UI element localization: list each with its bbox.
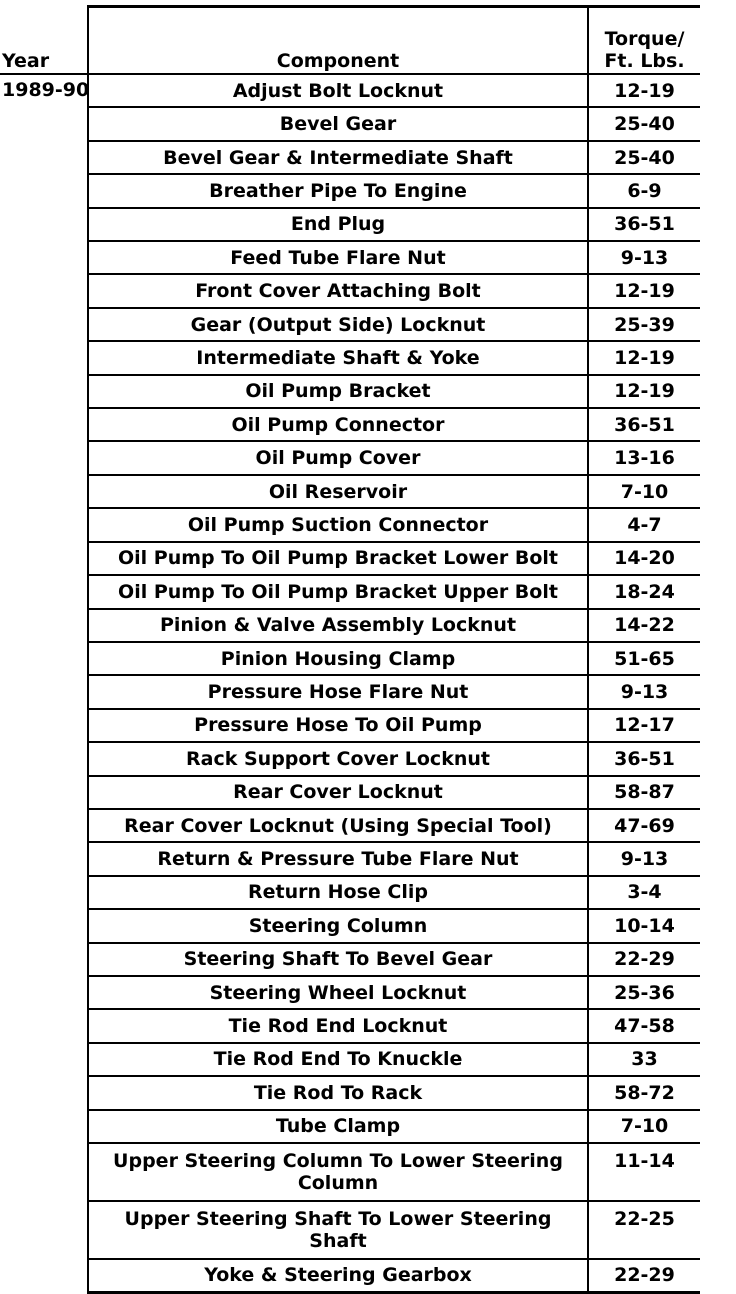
table-row (0, 675, 700, 708)
table-row (0, 141, 700, 174)
component-column-header: Component (88, 7, 588, 75)
table-row (0, 74, 700, 107)
torque-cell: 6-9 (588, 174, 700, 207)
component-cell: Oil Pump To Oil Pump Bracket Lower Bolt (88, 542, 588, 575)
torque-cell: 25-39 (588, 308, 700, 341)
component-cell: Oil Pump Cover (88, 441, 588, 474)
component-cell: Rack Support Cover Locknut (88, 742, 588, 775)
component-cell: Pressure Hose Flare Nut (88, 675, 588, 708)
torque-cell: 36-51 (588, 408, 700, 441)
torque-header-line-2: Ft. Lbs. (604, 50, 685, 72)
torque-spec-table (0, 5, 700, 1294)
torque-cell: 22-25 (588, 1201, 700, 1259)
table-row (0, 441, 700, 474)
table-row (0, 508, 700, 541)
table-row (0, 1201, 700, 1259)
component-cell: Feed Tube Flare Nut (88, 241, 588, 274)
torque-cell: 14-20 (588, 542, 700, 575)
torque-cell: 7-10 (588, 1110, 700, 1143)
table-row (0, 408, 700, 441)
component-cell: Oil Reservoir (88, 475, 588, 508)
table-row (0, 475, 700, 508)
component-cell: Tie Rod End Locknut (88, 1009, 588, 1042)
torque-cell: 12-19 (588, 341, 700, 374)
table-body (0, 74, 700, 1292)
torque-cell: 47-58 (588, 1009, 700, 1042)
torque-column-header (588, 7, 700, 75)
torque-cell: 12-17 (588, 709, 700, 742)
torque-cell: 12-19 (588, 274, 700, 307)
component-cell: Return & Pressure Tube Flare Nut (88, 842, 588, 875)
component-cell: Pressure Hose To Oil Pump (88, 709, 588, 742)
table-row (0, 742, 700, 775)
torque-cell: 47-69 (588, 809, 700, 842)
component-cell: Oil Pump Bracket (88, 375, 588, 408)
torque-cell: 12-19 (588, 74, 700, 107)
torque-cell: 9-13 (588, 842, 700, 875)
table-row (0, 208, 700, 241)
torque-cell: 25-40 (588, 141, 700, 174)
component-cell: Yoke & Steering Gearbox (88, 1259, 588, 1292)
torque-cell: 9-13 (588, 241, 700, 274)
table-row (0, 1043, 700, 1076)
table-row (0, 709, 700, 742)
torque-cell: 13-16 (588, 441, 700, 474)
table-row (0, 174, 700, 207)
table-row (0, 1076, 700, 1109)
component-cell: Breather Pipe To Engine (88, 174, 588, 207)
table-row (0, 876, 700, 909)
torque-spec-sheet (0, 5, 700, 1294)
torque-cell: 3-4 (588, 876, 700, 909)
component-cell: Adjust Bolt Locknut (88, 74, 588, 107)
table-row (0, 308, 700, 341)
table-row (0, 241, 700, 274)
table-row (0, 375, 700, 408)
component-cell: Intermediate Shaft & Yoke (88, 341, 588, 374)
component-cell: Tube Clamp (88, 1110, 588, 1143)
table-row (0, 542, 700, 575)
torque-cell: 18-24 (588, 575, 700, 608)
component-cell: Oil Pump To Oil Pump Bracket Upper Bolt (88, 575, 588, 608)
torque-header-line-1: Torque/ (604, 28, 685, 50)
torque-cell: 58-87 (588, 776, 700, 809)
torque-cell: 11-14 (588, 1143, 700, 1201)
torque-cell: 12-19 (588, 375, 700, 408)
table-row (0, 1143, 700, 1201)
torque-cell: 7-10 (588, 475, 700, 508)
component-cell: Upper Steering Shaft To Lower Steering Shaft (88, 1201, 588, 1259)
component-cell: Return Hose Clip (88, 876, 588, 909)
torque-cell: 14-22 (588, 609, 700, 642)
table-row (0, 842, 700, 875)
table-row (0, 609, 700, 642)
table-row (0, 776, 700, 809)
torque-cell: 10-14 (588, 909, 700, 942)
table-row (0, 107, 700, 140)
component-cell: Rear Cover Locknut (Using Special Tool) (88, 809, 588, 842)
component-cell: Steering Column (88, 909, 588, 942)
component-cell: End Plug (88, 208, 588, 241)
component-cell: Rear Cover Locknut (88, 776, 588, 809)
table-row (0, 1259, 700, 1292)
component-cell: Gear (Output Side) Locknut (88, 308, 588, 341)
torque-cell: 33 (588, 1043, 700, 1076)
torque-cell: 36-51 (588, 742, 700, 775)
torque-cell: 4-7 (588, 508, 700, 541)
table-row (0, 976, 700, 1009)
component-cell: Steering Shaft To Bevel Gear (88, 943, 588, 976)
torque-cell: 22-29 (588, 1259, 700, 1292)
table-row (0, 575, 700, 608)
component-cell: Bevel Gear & Intermediate Shaft (88, 141, 588, 174)
torque-cell: 58-72 (588, 1076, 700, 1109)
torque-cell: 36-51 (588, 208, 700, 241)
torque-cell: 25-40 (588, 107, 700, 140)
table-row (0, 642, 700, 675)
component-cell: Front Cover Attaching Bolt (88, 274, 588, 307)
torque-cell: 25-36 (588, 976, 700, 1009)
table-row (0, 1110, 700, 1143)
torque-cell: 51-65 (588, 642, 700, 675)
table-row (0, 341, 700, 374)
component-cell: Oil Pump Suction Connector (88, 508, 588, 541)
component-cell: Pinion & Valve Assembly Locknut (88, 609, 588, 642)
year-cell: 1989-90 (2, 79, 90, 101)
table-row (0, 909, 700, 942)
torque-cell: 9-13 (588, 675, 700, 708)
table-row (0, 274, 700, 307)
component-cell: Bevel Gear (88, 107, 588, 140)
header-row (0, 7, 700, 75)
table-row (0, 1009, 700, 1042)
year-column-header: Year (0, 7, 88, 75)
table-row (0, 809, 700, 842)
component-cell: Pinion Housing Clamp (88, 642, 588, 675)
component-cell: Tie Rod End To Knuckle (88, 1043, 588, 1076)
torque-cell: 22-29 (588, 943, 700, 976)
component-cell: Tie Rod To Rack (88, 1076, 588, 1109)
table-row (0, 943, 700, 976)
component-cell: Upper Steering Column To Lower Steering Column (88, 1143, 588, 1201)
component-cell: Oil Pump Connector (88, 408, 588, 441)
component-cell: Steering Wheel Locknut (88, 976, 588, 1009)
